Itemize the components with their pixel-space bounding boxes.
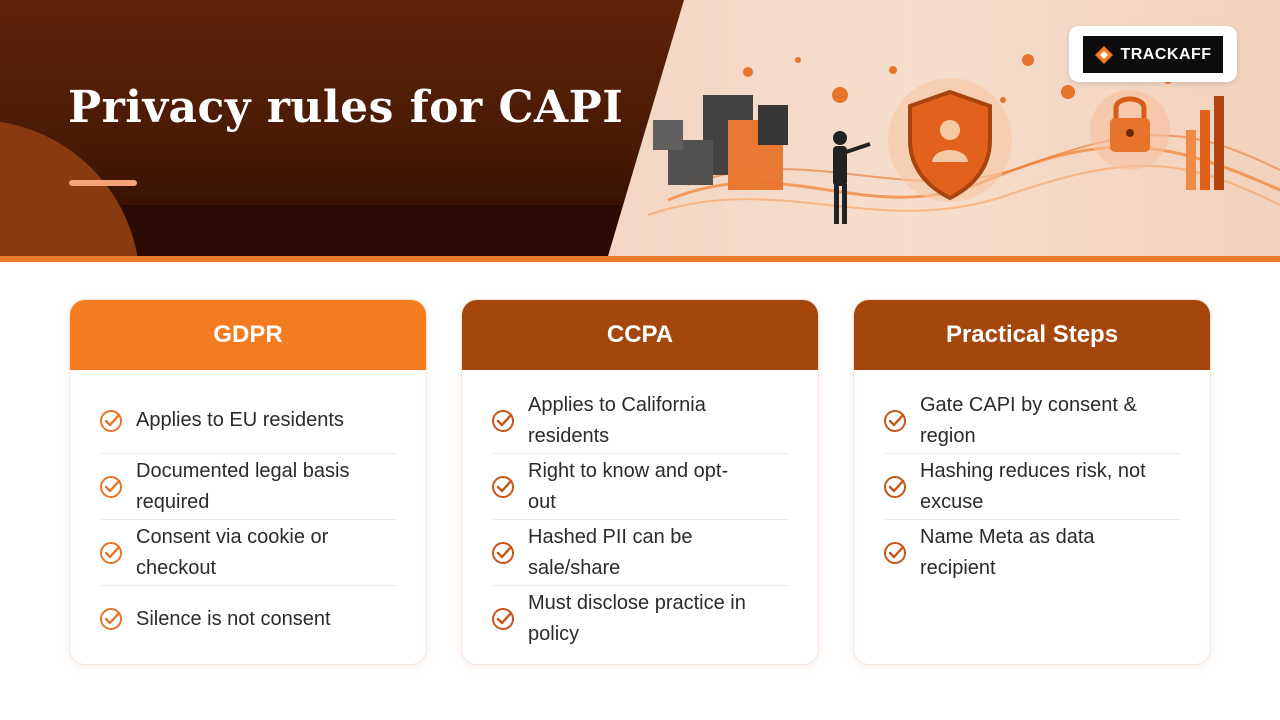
list-item (882, 454, 1180, 520)
check-circle-icon (98, 408, 124, 434)
brand-logo-text: TRACKAFF (1120, 45, 1212, 63)
card-gdpr (69, 299, 427, 665)
card-steps-header (854, 300, 1210, 370)
card-steps-list (854, 370, 1210, 586)
list-item-text: Applies to California residents (528, 393, 706, 447)
card-practical-steps (853, 299, 1211, 665)
list-item-text: Silence is not consent (136, 607, 331, 630)
card-gdpr-list (70, 370, 426, 652)
shield-graphic (888, 78, 1012, 202)
list-item (882, 388, 1180, 454)
brand-logo (1069, 26, 1237, 82)
check-circle-icon (882, 540, 908, 566)
check-circle-icon (98, 606, 124, 632)
check-circle-icon (98, 474, 124, 500)
person-figure (833, 131, 870, 224)
card-title: CCPA (606, 321, 674, 348)
list-item-text: Hashed PII can be sale/share (528, 525, 693, 579)
list-item-text: Consent via cookie or checkout (136, 525, 329, 579)
card-ccpa-header (462, 300, 818, 370)
bars-graphic (1186, 96, 1224, 190)
hero-banner (0, 0, 1280, 262)
check-circle-icon (490, 474, 516, 500)
list-item-text: Name Meta as data recipient (920, 526, 1095, 579)
card-title: Practical Steps (945, 321, 1119, 348)
check-circle-icon (98, 540, 124, 566)
list-item-text: Right to know and opt-out (528, 459, 729, 513)
check-circle-icon (882, 408, 908, 434)
list-item (98, 454, 396, 520)
card-ccpa-list (462, 370, 818, 652)
hero-accent-band (0, 256, 1280, 262)
list-item (490, 454, 788, 520)
check-circle-icon (490, 408, 516, 434)
list-item (98, 520, 396, 586)
list-item (490, 520, 788, 586)
page-title: Privacy rules for CAPI (68, 82, 624, 133)
brand-logo-inner (1083, 36, 1223, 73)
card-gdpr-header (70, 300, 426, 370)
list-item (98, 586, 396, 652)
list-item (98, 388, 396, 454)
lock-graphic (1090, 90, 1170, 170)
check-circle-icon (490, 606, 516, 632)
check-circle-icon (490, 540, 516, 566)
list-item (882, 520, 1180, 586)
card-title: GDPR (213, 321, 283, 348)
diamond-logo-icon (1094, 45, 1114, 65)
list-item-text: Gate CAPI by consent & region (920, 393, 1137, 447)
list-item-text: Documented legal basis required (136, 459, 350, 513)
check-circle-icon (882, 474, 908, 500)
list-item-text: Hashing reduces risk, not excuse (920, 459, 1146, 513)
card-ccpa (461, 299, 819, 665)
title-underline (69, 180, 137, 186)
list-item-text: Applies to EU residents (136, 409, 344, 431)
list-item (490, 586, 788, 652)
list-item-text: Must disclose practice in policy (528, 592, 746, 645)
list-item (490, 388, 788, 454)
